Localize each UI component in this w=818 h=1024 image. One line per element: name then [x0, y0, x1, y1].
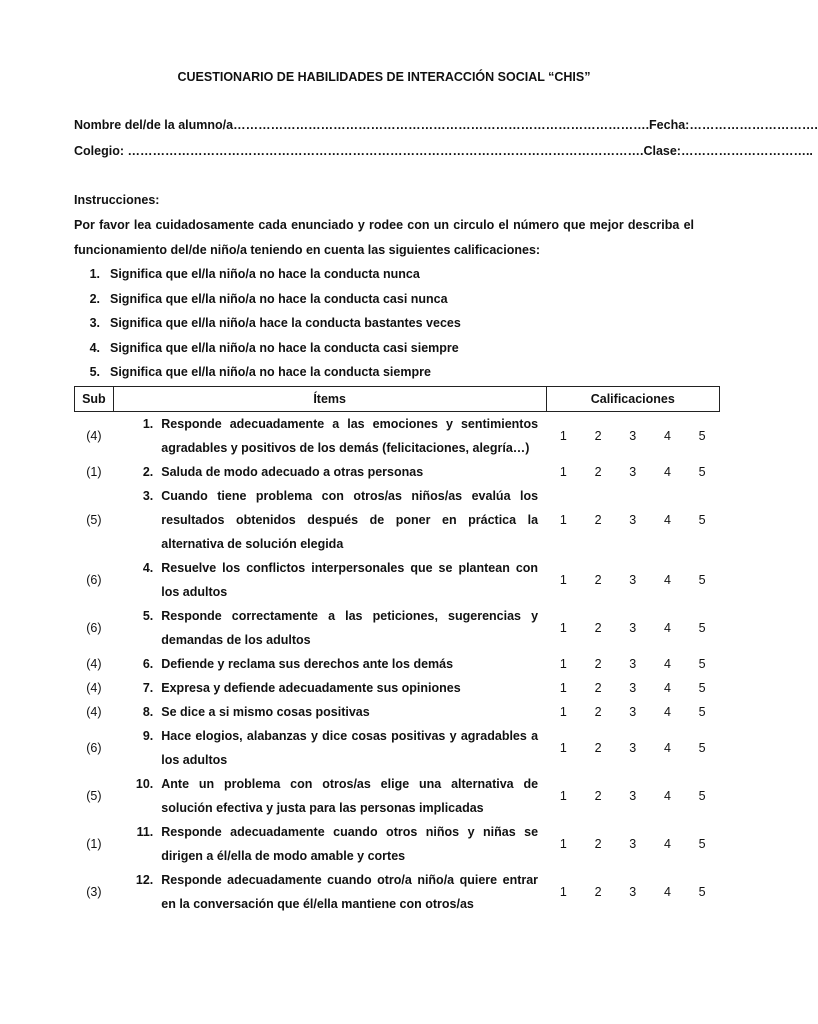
rating-option-1[interactable]: 1	[559, 621, 567, 635]
rating-option-4[interactable]: 4	[663, 429, 671, 443]
rating-option-5[interactable]: 5	[698, 681, 706, 695]
scale-item-text: Significa que el/la niño/a no hace la conducta casi siempre	[110, 340, 459, 355]
item-text: Responde adecuadamente cuando otro/a niño/a quiere entrar en la conversación que él/ella mantiene con otros/as	[161, 873, 539, 911]
table-row	[75, 652, 720, 676]
rating-option-1[interactable]: 1	[559, 657, 567, 671]
rating-option-3[interactable]: 3	[629, 513, 637, 527]
row-item	[113, 700, 546, 724]
table-row	[75, 604, 720, 652]
rating-option-3[interactable]: 3	[629, 741, 637, 755]
row-item	[113, 484, 546, 556]
item-number: 2.	[142, 465, 154, 479]
table-row	[75, 412, 720, 461]
row-item	[113, 460, 546, 484]
rating-option-5[interactable]: 5	[698, 705, 706, 719]
item-text: Resuelve los conflictos interpersonales que se plantean con los adultos	[161, 561, 539, 599]
rating-option-4[interactable]: 4	[663, 573, 671, 587]
table-row	[75, 676, 720, 700]
item-text: Defiende y reclama sus derechos ante los demás	[161, 657, 454, 671]
rating-option-4[interactable]: 4	[663, 837, 671, 851]
rating-option-4[interactable]: 4	[663, 705, 671, 719]
item-number: 6.	[142, 657, 154, 671]
header-items: Ítems	[113, 387, 546, 412]
rating-option-4[interactable]: 4	[663, 513, 671, 527]
item-number: 12.	[135, 873, 154, 887]
table-row	[75, 556, 720, 604]
instructions-heading: Instrucciones:	[74, 193, 160, 207]
rating-option-3[interactable]: 3	[629, 837, 637, 851]
scale-item	[74, 360, 694, 385]
rating-option-1[interactable]: 1	[559, 573, 567, 587]
rating-option-2[interactable]: 2	[594, 885, 602, 899]
questionnaire-table	[74, 386, 720, 916]
item-text: Saluda de modo adecuado a otras personas	[161, 465, 424, 479]
table-row	[75, 484, 720, 556]
rating-option-5[interactable]: 5	[698, 837, 706, 851]
row-subscale: (6)	[86, 621, 102, 635]
table-header-row	[75, 387, 720, 412]
table-row	[75, 700, 720, 724]
table-row	[75, 772, 720, 820]
rating-option-3[interactable]: 3	[629, 657, 637, 671]
rating-option-5[interactable]: 5	[698, 621, 706, 635]
rating-option-4[interactable]: 4	[663, 657, 671, 671]
scale-item-number: 3.	[89, 316, 100, 330]
rating-option-4[interactable]: 4	[663, 789, 671, 803]
rating-option-4[interactable]: 4	[663, 465, 671, 479]
page-title: CUESTIONARIO DE HABILIDADES DE INTERACCIÓN SOCIAL “CHIS”	[177, 70, 591, 84]
item-number: 8.	[142, 705, 154, 719]
table-row	[75, 724, 720, 772]
scale-item-number: 2.	[89, 291, 100, 306]
rating-scale-list	[74, 262, 694, 385]
rating-option-1[interactable]: 1	[559, 837, 567, 851]
rating-option-4[interactable]: 4	[663, 681, 671, 695]
instructions-text: Por favor lea cuidadosamente cada enunciado y rodee con un circulo el número que mejor describa el funcionamiento del/de niño/a teniendo en cuenta las siguientes calificaciones:	[74, 218, 694, 257]
rating-option-4[interactable]: 4	[663, 885, 671, 899]
rating-option-3[interactable]: 3	[629, 573, 637, 587]
item-number: 11.	[136, 825, 154, 839]
rating-option-1[interactable]: 1	[559, 465, 567, 479]
scale-item	[74, 287, 694, 312]
row-item	[113, 868, 546, 916]
rating-option-4[interactable]: 4	[663, 741, 671, 755]
rating-option-1[interactable]: 1	[559, 789, 567, 803]
row-subscale: (5)	[86, 789, 102, 803]
rating-option-2[interactable]: 2	[594, 741, 602, 755]
table-body	[75, 412, 720, 917]
row-subscale: (3)	[86, 885, 102, 899]
rating-option-3[interactable]: 3	[629, 429, 637, 443]
row-item	[113, 652, 546, 676]
school-class-line: Colegio: …………………………………………………………………………………………………………….Clase:…………………………..	[74, 144, 813, 158]
item-text: Hace elogios, alabanzas y dice cosas positivas y agradables a los adultos	[161, 729, 539, 767]
rating-option-2[interactable]: 2	[594, 681, 602, 695]
item-text: Se dice a si mismo cosas positivas	[161, 705, 370, 719]
header-ratings: Calificaciones	[546, 387, 719, 412]
scale-item-text: Significa que el/la niño/a no hace la conducta siempre	[110, 365, 431, 379]
rating-option-5[interactable]: 5	[698, 513, 706, 527]
rating-option-5[interactable]: 5	[698, 465, 706, 479]
row-subscale: (4)	[86, 681, 102, 695]
item-text: Ante un problema con otros/as elige una alternativa de solución efectiva y justa para las personas implicadas	[161, 777, 539, 815]
rating-option-2[interactable]: 2	[594, 513, 602, 527]
student-name-date-line: Nombre del/de la alumno/a……………………………………………………………………………………….Fecha:………………………….	[74, 118, 818, 132]
rating-option-5[interactable]: 5	[698, 885, 706, 899]
row-item	[113, 820, 546, 868]
rating-option-5[interactable]: 5	[698, 429, 706, 443]
rating-option-4[interactable]: 4	[663, 621, 671, 635]
scale-item	[74, 336, 694, 361]
row-subscale: (6)	[86, 573, 102, 587]
rating-option-5[interactable]: 5	[698, 573, 706, 587]
rating-option-3[interactable]: 3	[629, 885, 637, 899]
item-text: Responde adecuadamente cuando otros niños y niñas se dirigen a él/ella de modo amable y cortes	[161, 825, 539, 863]
row-subscale: (5)	[86, 513, 102, 527]
row-item	[113, 604, 546, 652]
row-subscale: (1)	[86, 837, 102, 851]
scale-item-text: Significa que el/la niño/a hace la conducta bastantes veces	[110, 316, 461, 330]
table-row	[75, 820, 720, 868]
rating-option-5[interactable]: 5	[698, 789, 706, 803]
row-subscale: (4)	[86, 705, 102, 719]
scale-item	[74, 311, 694, 336]
rating-option-1[interactable]: 1	[559, 741, 567, 755]
item-text: Responde adecuadamente a las emociones y sentimientos agradables y positivos de los demás (felicitaciones, alegría…)	[161, 417, 539, 455]
row-item	[113, 556, 546, 604]
rating-option-2[interactable]: 2	[594, 429, 602, 443]
rating-option-3[interactable]: 3	[629, 681, 637, 695]
rating-option-2[interactable]: 2	[594, 705, 602, 719]
scale-item-number: 4.	[89, 340, 100, 355]
rating-option-2[interactable]: 2	[594, 465, 602, 479]
row-subscale: (4)	[86, 429, 102, 443]
table-row	[75, 868, 720, 916]
rating-option-2[interactable]: 2	[594, 657, 602, 671]
scale-item-number: 1.	[89, 267, 100, 281]
scale-item-text: Significa que el/la niño/a no hace la conducta nunca	[110, 267, 420, 281]
item-number: 1.	[142, 417, 154, 431]
item-number: 5.	[142, 609, 154, 623]
rating-option-1[interactable]: 1	[559, 885, 567, 899]
row-item	[113, 412, 546, 461]
rating-option-1[interactable]: 1	[559, 513, 567, 527]
item-number: 4.	[142, 561, 154, 575]
rating-option-2[interactable]: 2	[594, 789, 602, 803]
rating-option-1[interactable]: 1	[559, 705, 567, 719]
rating-option-2[interactable]: 2	[594, 621, 602, 635]
row-subscale: (4)	[86, 657, 102, 671]
item-number: 10.	[135, 777, 154, 791]
item-number: 3.	[142, 489, 154, 503]
rating-option-2[interactable]: 2	[594, 573, 602, 587]
row-subscale: (1)	[86, 465, 102, 479]
rating-option-5[interactable]: 5	[698, 657, 706, 671]
item-number: 7.	[142, 681, 154, 695]
scale-item	[74, 262, 694, 287]
rating-option-5[interactable]: 5	[698, 741, 706, 755]
table-row	[75, 460, 720, 484]
item-number: 9.	[142, 729, 154, 743]
header-sub: Sub	[75, 387, 114, 412]
rating-option-1[interactable]: 1	[559, 429, 567, 443]
row-subscale: (6)	[86, 741, 102, 755]
rating-option-3[interactable]: 3	[629, 465, 637, 479]
rating-option-1[interactable]: 1	[559, 681, 567, 695]
item-text: Cuando tiene problema con otros/as niños/as evalúa los resultados obtenidos después de poner en práctica la alternativa de solución elegida	[161, 489, 539, 551]
rating-option-3[interactable]: 3	[629, 621, 637, 635]
rating-option-2[interactable]: 2	[594, 837, 602, 851]
item-text: Responde correctamente a las peticiones, sugerencias y demandas de los adultos	[161, 609, 539, 647]
rating-option-3[interactable]: 3	[629, 705, 637, 719]
item-text: Expresa y defiende adecuadamente sus opiniones	[161, 681, 461, 695]
row-item	[113, 772, 546, 820]
row-item	[113, 724, 546, 772]
scale-item-number: 5.	[89, 365, 100, 379]
scale-item-text: Significa que el/la niño/a no hace la conducta casi nunca	[110, 291, 448, 306]
row-item	[113, 676, 546, 700]
rating-option-3[interactable]: 3	[629, 789, 637, 803]
